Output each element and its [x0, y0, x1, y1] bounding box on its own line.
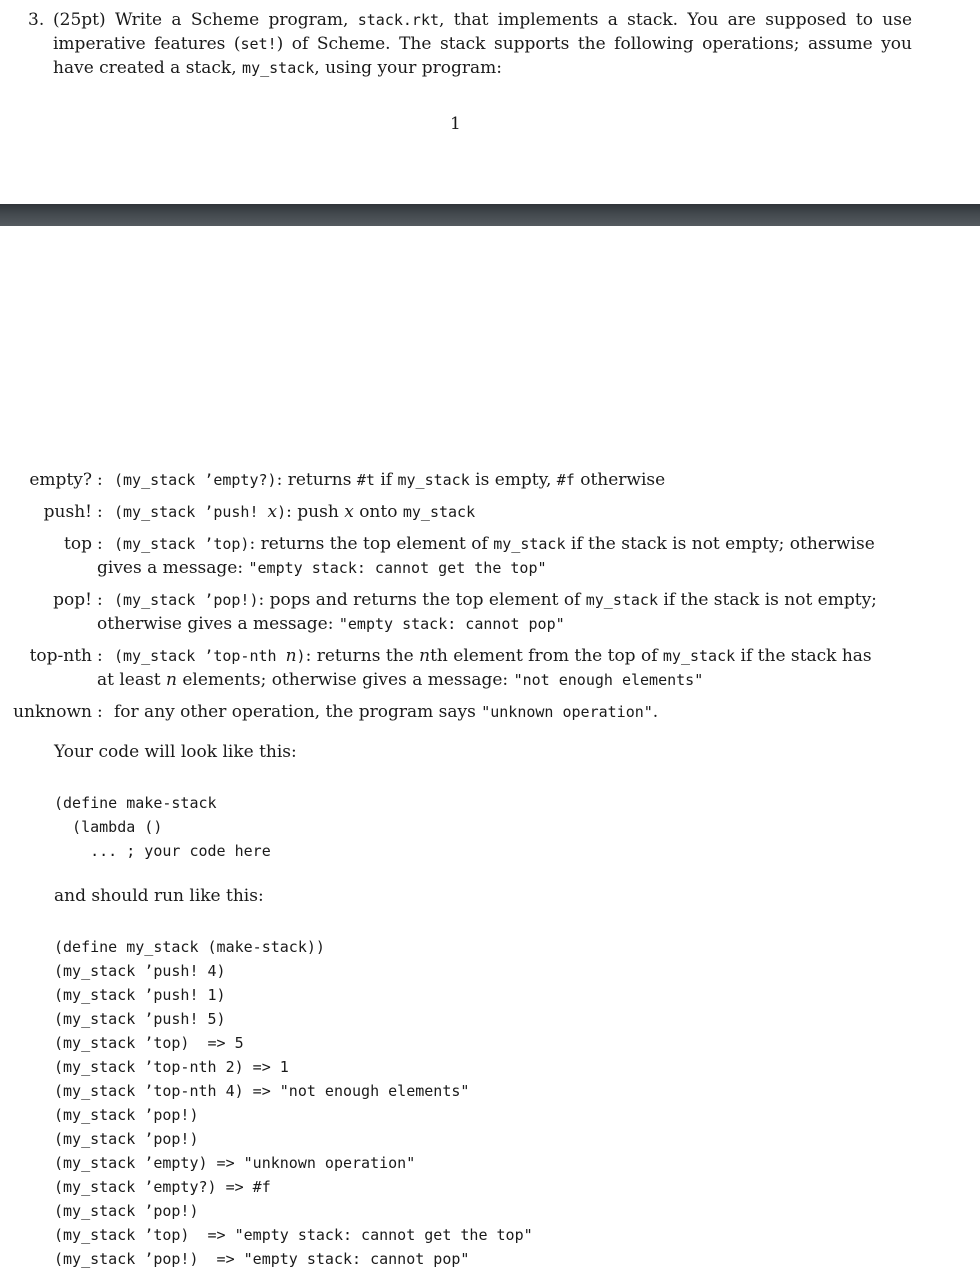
code-line: (my_stack ’push! 5)	[54, 1010, 226, 1028]
op-description: (my_stack ’empty?): returns #t if my_stack is empty, #f otherwise	[114, 470, 666, 490]
code-line: (my_stack ’empty?) => #f	[54, 1178, 271, 1196]
op-empty: empty? : (my_stack ’empty?): returns #t if my_stack is empty, #f otherwise	[0, 468, 912, 492]
code-line: (my_stack ’push! 4)	[54, 962, 226, 980]
op-label: top-nth	[29, 646, 92, 666]
op-description: (my_stack ’top-nth n): returns the nth element from the top of my_stack if the stack has	[114, 646, 872, 666]
question-statement	[28, 8, 912, 80]
template-code-block	[54, 791, 271, 863]
op-description: (my_stack ’top): returns the top element of my_stack if the stack is not empty; otherwise	[114, 534, 875, 554]
code-line: (my_stack ’pop!)	[54, 1202, 199, 1220]
op-description: for any other operation, the program says "unknown operation".	[114, 702, 659, 722]
op-unknown: unknown : for any other operation, the program says "unknown operation".	[0, 700, 912, 724]
op-description-cont: at least n elements; otherwise gives a message: "not enough elements"	[97, 670, 704, 690]
intro-run-text: and should run like this:	[54, 886, 264, 906]
filename: stack.rkt	[357, 11, 440, 29]
code-line: (my_stack ’top) => "empty stack: cannot get the top"	[54, 1226, 533, 1244]
page-divider	[0, 204, 980, 226]
op-label: unknown	[13, 702, 92, 722]
op-label: pop!	[53, 590, 92, 610]
code-line: (lambda ()	[54, 818, 163, 836]
code-line: (define make-stack	[54, 794, 217, 812]
code-line: (my_stack ’pop!)	[54, 1106, 199, 1124]
code-line: (my_stack ’top) => 5	[54, 1034, 244, 1052]
op-label: push!	[43, 502, 92, 522]
code-line: (my_stack ’push! 1)	[54, 986, 226, 1004]
code-line: (my_stack ’top-nth 2) => 1	[54, 1058, 289, 1076]
op-label: empty?	[29, 470, 92, 490]
code-line: (my_stack ’empty) => "unknown operation"	[54, 1154, 416, 1172]
code-line: ... ; your code here	[54, 842, 271, 860]
op-label: top	[64, 534, 92, 554]
op-top: top : (my_stack ’top): returns the top element of my_stack if the stack is not empty; otherwise gives a message: "empty stack: cannot get the top"	[0, 532, 912, 580]
op-description: (my_stack ’pop!): pops and returns the top element of my_stack if the stack is not empty;	[114, 590, 877, 610]
page-number: 1	[450, 114, 461, 134]
op-description: (my_stack ’push! x): push x onto my_stack	[114, 502, 476, 522]
code-line: (my_stack ’pop!)	[54, 1130, 199, 1148]
run-code-block	[54, 935, 533, 1271]
op-top-nth: top-nth : (my_stack ’top-nth n): returns the nth element from the top of my_stack if the stack has at least n elements; otherwise gives a message: "not enough elements"	[0, 644, 912, 692]
intro-code-text: Your code will look like this:	[54, 742, 297, 762]
op-push: push! : (my_stack ’push! x): push x onto my_stack	[0, 500, 912, 524]
op-description-cont: gives a message: "empty stack: cannot get the top"	[97, 558, 547, 578]
code-line: (my_stack ’top-nth 4) => "not enough elements"	[54, 1082, 470, 1100]
question-number: 3.	[28, 10, 45, 30]
code-line: (my_stack ’pop!) => "empty stack: cannot pop"	[54, 1250, 470, 1268]
code-line: (define my_stack (make-stack))	[54, 938, 325, 956]
question-text: (25pt) Write a Scheme program, stack.rkt, that implements a stack. You are supposed to use imperative features (set!) of Scheme. The stack supports the following operations; assume you have created a stack, my_stack, using your program:	[53, 10, 913, 78]
op-pop: pop! : (my_stack ’pop!): pops and returns the top element of my_stack if the stack is not empty; otherwise gives a message: "empty stack: cannot pop"	[0, 588, 912, 636]
op-description-cont: otherwise gives a message: "empty stack: cannot pop"	[97, 614, 565, 634]
